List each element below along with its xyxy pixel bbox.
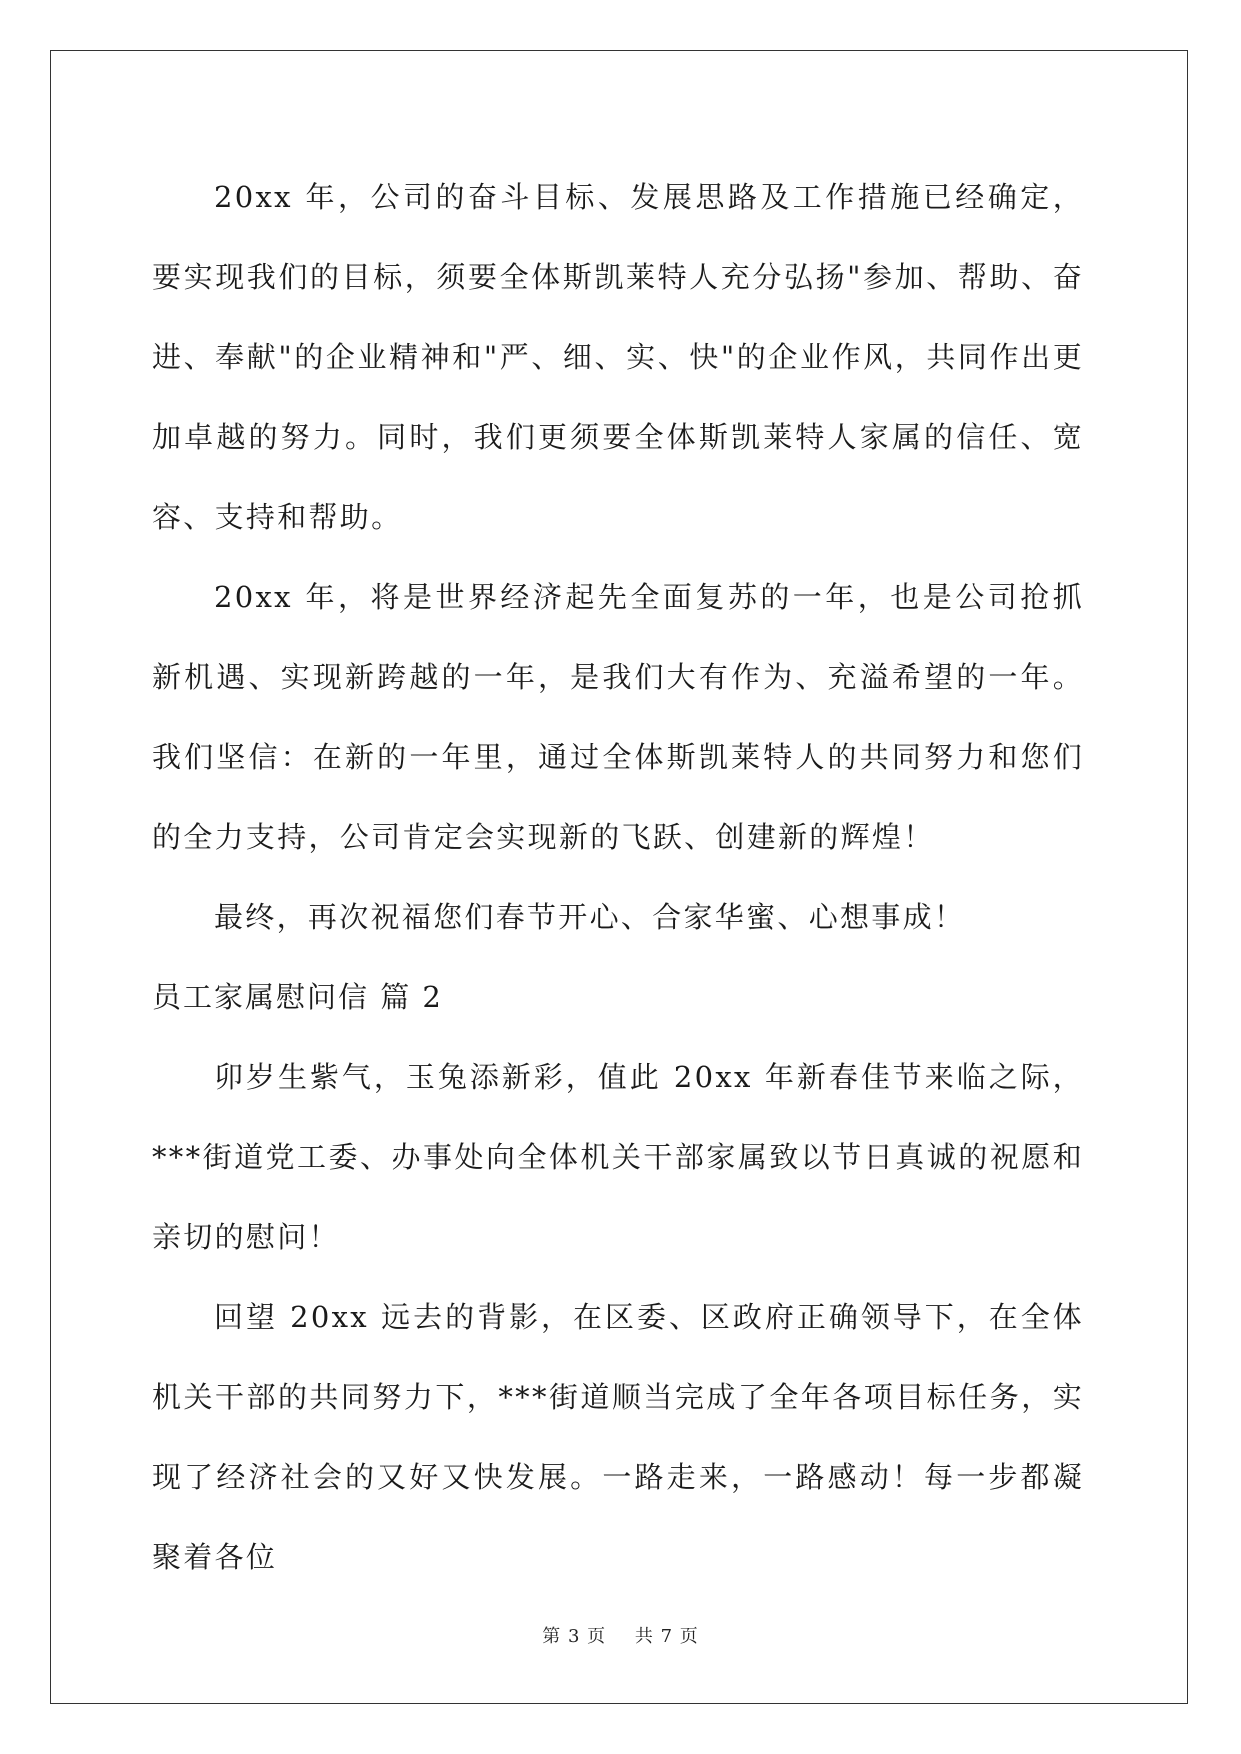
paragraph-goals: 20xx 年，公司的奋斗目标、发展思路及工作措施已经确定，要实现我们的目标，须要全体斯凯莱特人充分弘扬"参加、帮助、奋进、奉献"的企业精神和"严、细、实、快"的企业作风，共同作出更加卓越的努力。同时，我们更须要全体斯凯莱特人家属的信任、宽容、支持和帮助。 bbox=[152, 180, 1084, 534]
section-heading: 员工家属慰问信 篇 2 bbox=[152, 980, 443, 1014]
paragraph-outlook: 20xx 年，将是世界经济起先全面复苏的一年，也是公司抢抓新机遇、实现新跨越的一年，是我们大有作为、充溢希望的一年。我们坚信：在新的一年里，通过全体斯凯莱特人的共同努力和您们的全力支持，公司肯定会实现新的飞跃、创建新的辉煌！ bbox=[152, 580, 1084, 854]
paragraph-closing-wishes: 最终，再次祝福您们春节开心、合家华蜜、心想事成！ bbox=[214, 900, 966, 934]
page-total: 共 7 页 bbox=[634, 1626, 699, 1647]
paragraph-new-year-greeting: 卯岁生紫气，玉兔添新彩，值此 20xx 年新春佳节来临之际，***街道党工委、办事处向全体机关干部家属致以节日真诚的祝愿和亲切的慰问！ bbox=[152, 1060, 1084, 1254]
document-body bbox=[152, 157, 1084, 1597]
paragraph-year-review: 回望 20xx 远去的背影，在区委、区政府正确领导下，在全体机关干部的共同努力下，***街道顺当完成了全年各项目标任务，实现了经济社会的又好又快发展。一路走来，一路感动！每一步都凝聚着各位 bbox=[152, 1300, 1084, 1574]
page-number: 第 3 页 bbox=[542, 1626, 607, 1647]
page-footer bbox=[0, 1622, 1241, 1648]
